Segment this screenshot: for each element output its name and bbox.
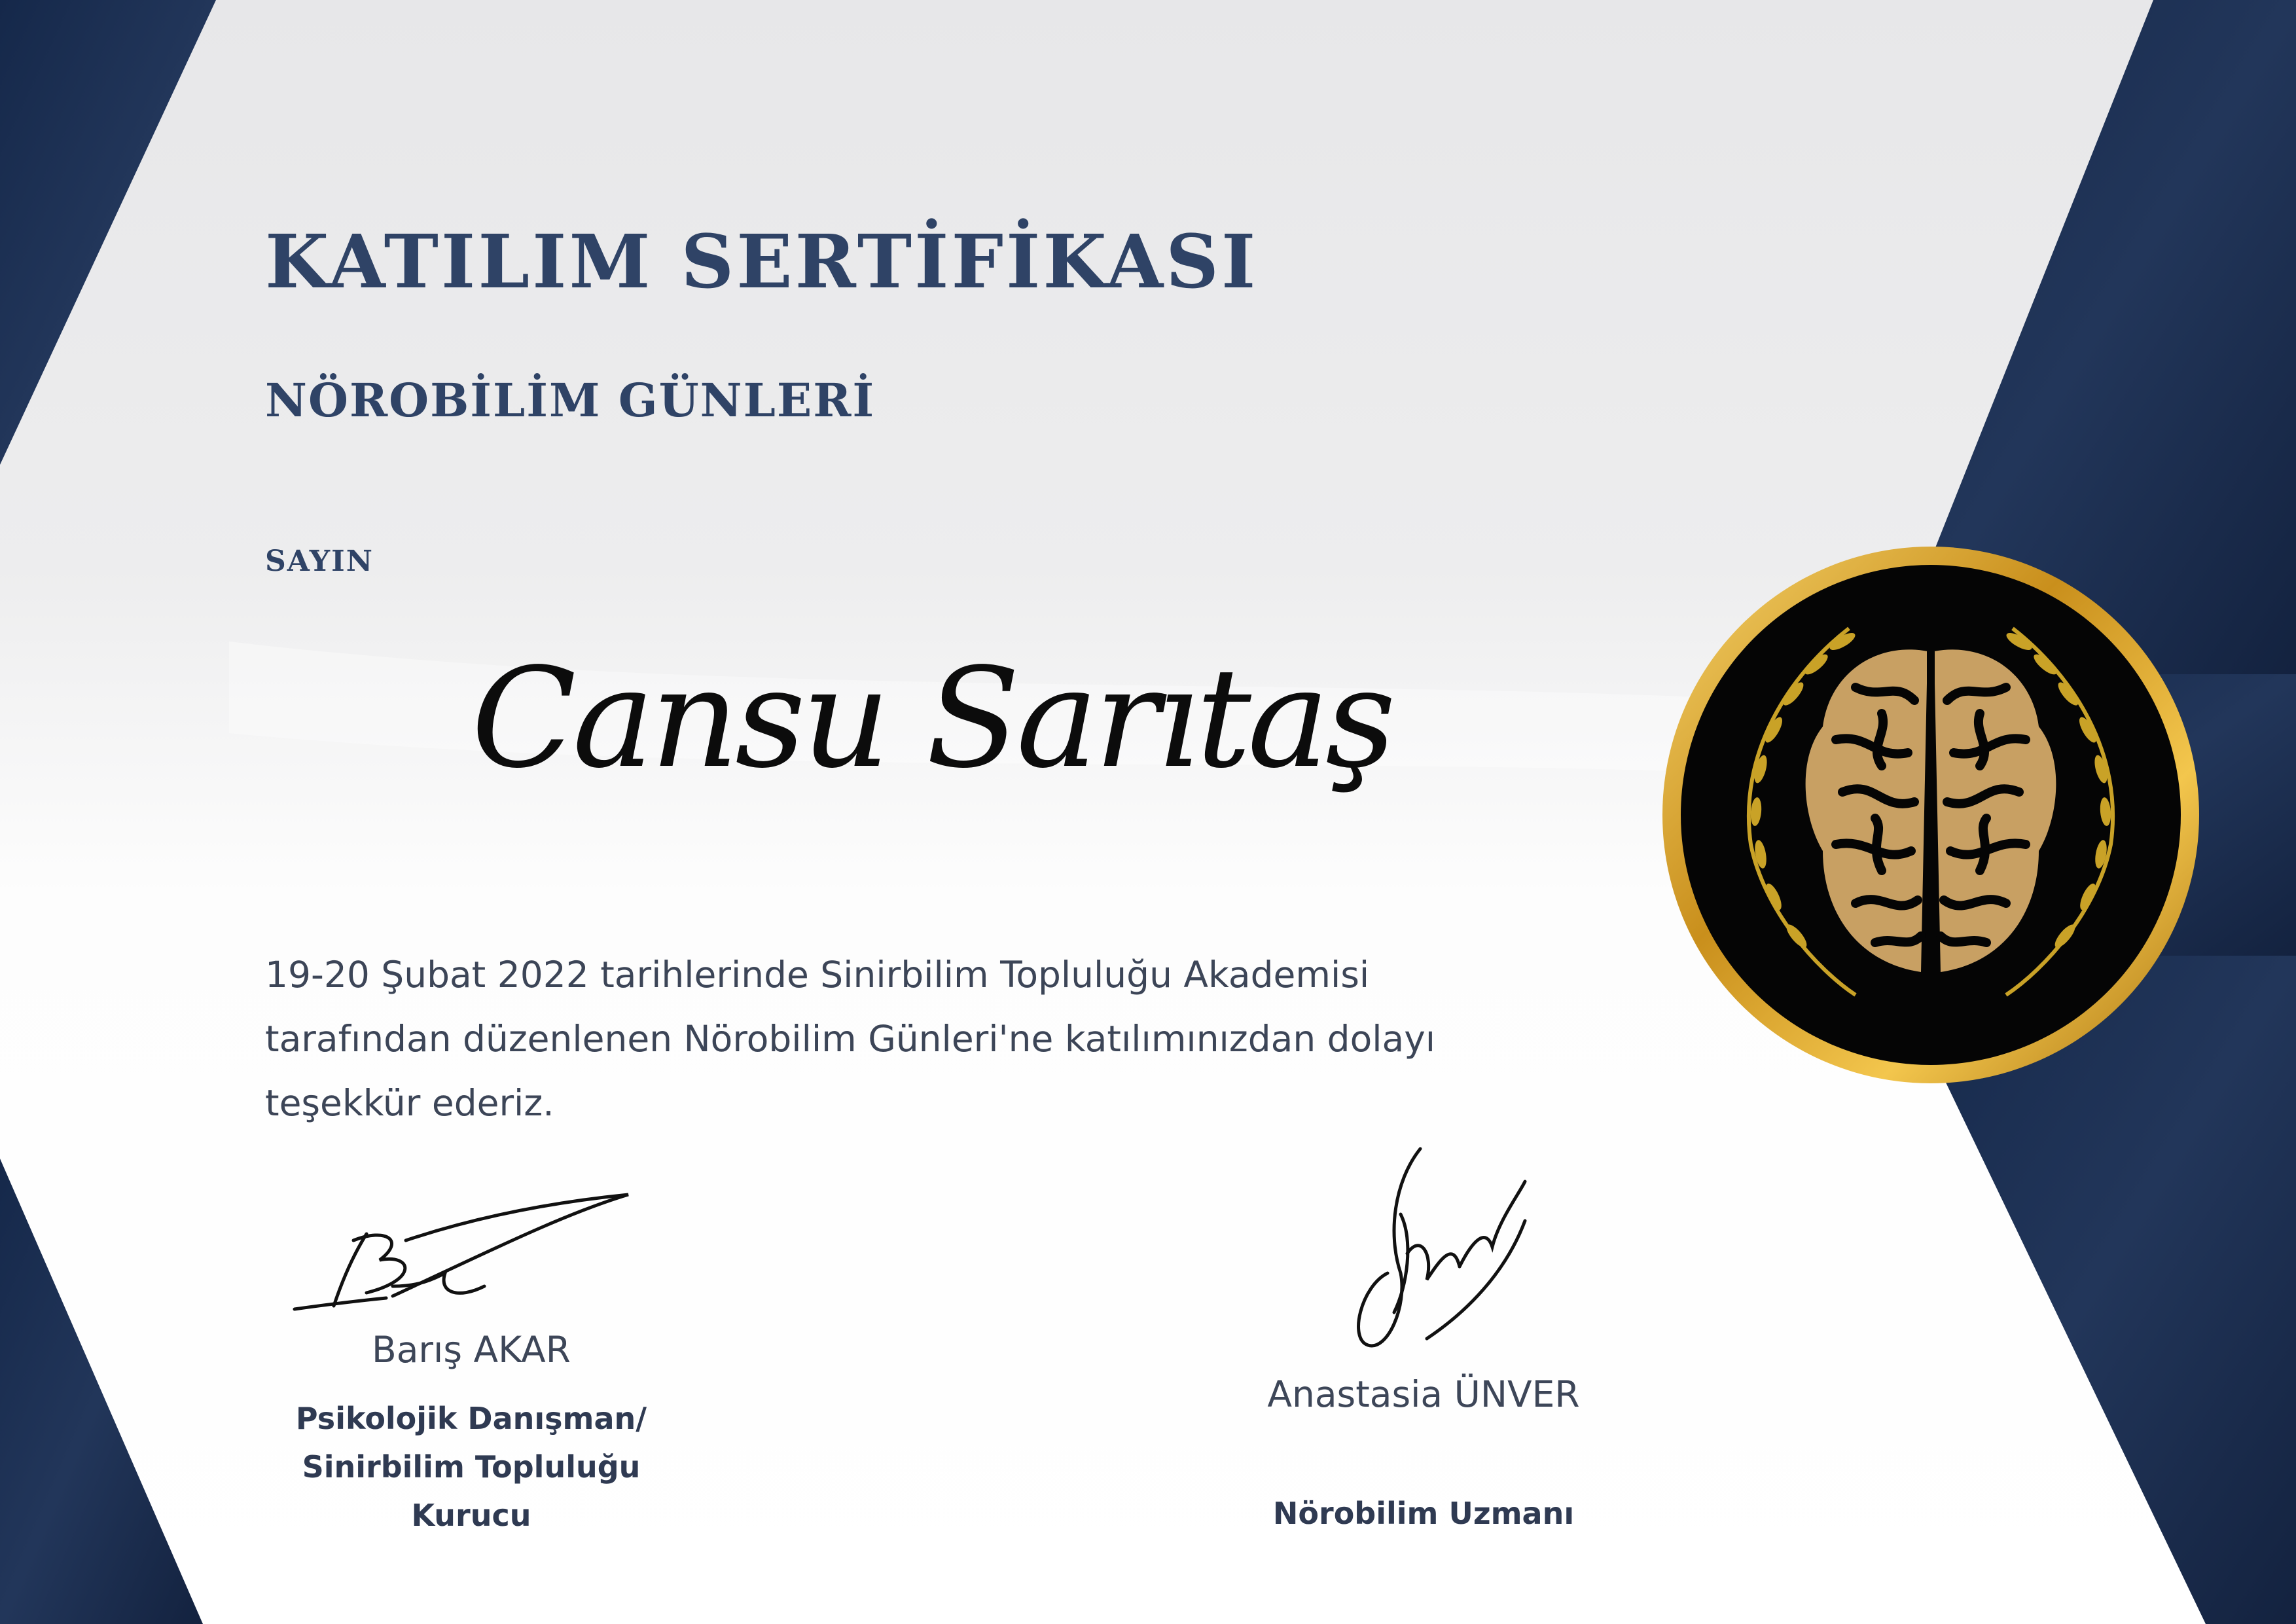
recipient-name: Cansu Sarıtaş (471, 638, 1392, 799)
signature-barış-akar (288, 1188, 641, 1319)
salutation: SAYIN (265, 545, 374, 578)
certificate-body: 19-20 Şubat 2022 tarihlerinde Sinirbilim Topluluğu Akademisi tarafından düzenlenen Nörobilim Günleri'ne katılımınızdan dolayı teşekkür ederiz. (265, 954, 1436, 1124)
signatory-2-name: Anastasia ÜNVER (1267, 1373, 1580, 1415)
signatory-2-role: Nörobilim Uzmanı (1272, 1496, 1575, 1531)
signatory-1-name: Barış AKAR (371, 1329, 571, 1371)
brain-icon (1806, 649, 2056, 972)
event-name: NÖROBİLİM GÜNLERİ (265, 373, 876, 427)
signatory-1-role: Psikolojik Danışman/ Sinirbilim Topluluğu Kurucu (295, 1401, 647, 1533)
certificate-title: KATILIM SERTİFİKASI (265, 219, 1259, 305)
brain-seal (1659, 543, 2202, 1087)
signature-anastasia-ünver (1309, 1142, 1545, 1358)
